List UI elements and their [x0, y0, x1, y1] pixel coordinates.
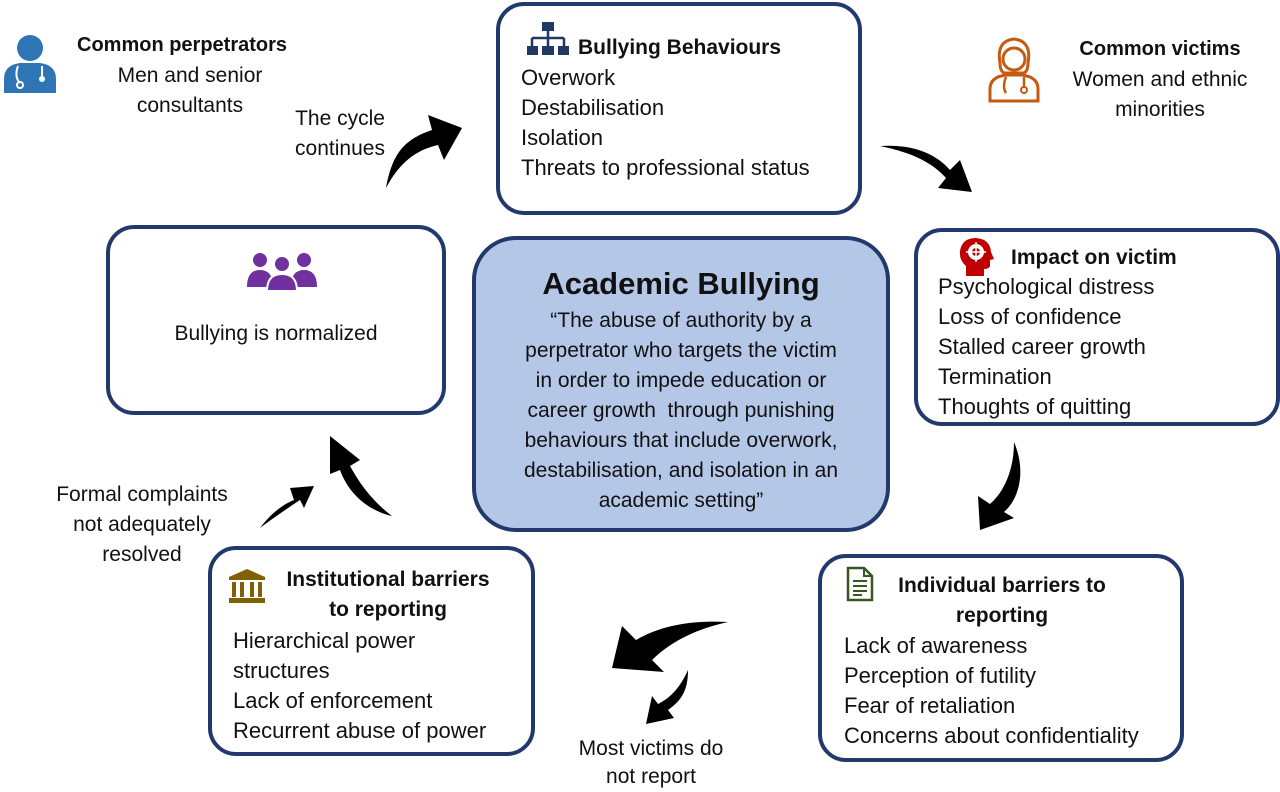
impact-item: Thoughts of quitting — [938, 394, 1132, 419]
victims-line-1: Women and ethnic — [1072, 68, 1248, 91]
perpetrators-line-2: consultants — [136, 94, 244, 117]
impact-item: Loss of confidence — [938, 304, 1122, 329]
individual-title-2: reporting — [955, 604, 1049, 627]
center-title: Academic Bullying — [542, 266, 820, 301]
impact-item: Termination — [938, 364, 1052, 389]
complaints-label-2: not adequately — [73, 513, 211, 536]
individual-item: Concerns about confidentiality — [844, 723, 1139, 748]
institutional-item: Lack of enforcement — [233, 688, 433, 713]
center-line: career growth through punishing — [527, 399, 835, 422]
perpetrators-title: Common perpetrators — [77, 34, 288, 56]
center-line: academic setting” — [598, 489, 764, 512]
impact-title: Impact on victim — [1011, 246, 1177, 269]
center-line: behaviours that include overwork, — [524, 429, 838, 452]
not-report-label-2: not report — [606, 765, 696, 788]
cycle-label-2: continues — [295, 137, 385, 160]
behaviours-item: Overwork — [521, 65, 616, 90]
behaviours-item: Destabilisation — [521, 95, 665, 120]
victims-line-2: minorities — [1115, 98, 1205, 121]
individual-item: Fear of retaliation — [844, 693, 1016, 718]
institutional-item: Recurrent abuse of power — [233, 718, 487, 743]
institutional-item: Hierarchical power — [233, 628, 416, 653]
center-line: “The abuse of authority by a — [550, 309, 812, 332]
perpetrators-line-1: Men and senior — [117, 64, 263, 87]
institutional-title-1: Institutional barriers — [286, 568, 490, 591]
not-report-label-1: Most victims do — [578, 737, 724, 760]
normalized-text: Bullying is normalized — [174, 322, 378, 345]
impact-item: Stalled career growth — [938, 334, 1146, 359]
victims-title: Common victims — [1079, 38, 1241, 60]
center-line: in order to impede education or — [535, 369, 827, 392]
behaviours-item: Isolation — [521, 125, 603, 150]
institutional-item: structures — [233, 658, 330, 683]
complaints-label-1: Formal complaints — [56, 483, 228, 506]
institutional-title-2: to reporting — [329, 598, 447, 621]
center-line: perpetrator who targets the victim — [525, 339, 837, 362]
complaints-label-3: resolved — [102, 543, 182, 566]
center-line: destabilisation, and isolation in an — [523, 459, 839, 482]
cycle-label-1: The cycle — [295, 107, 385, 130]
individual-item: Perception of futility — [844, 663, 1036, 688]
individual-item: Lack of awareness — [844, 633, 1028, 658]
behaviours-title: Bullying Behaviours — [578, 36, 782, 59]
behaviours-item: Threats to professional status — [521, 155, 810, 180]
individual-title-1: Individual barriers to — [898, 574, 1106, 597]
impact-item: Psychological distress — [938, 274, 1155, 299]
